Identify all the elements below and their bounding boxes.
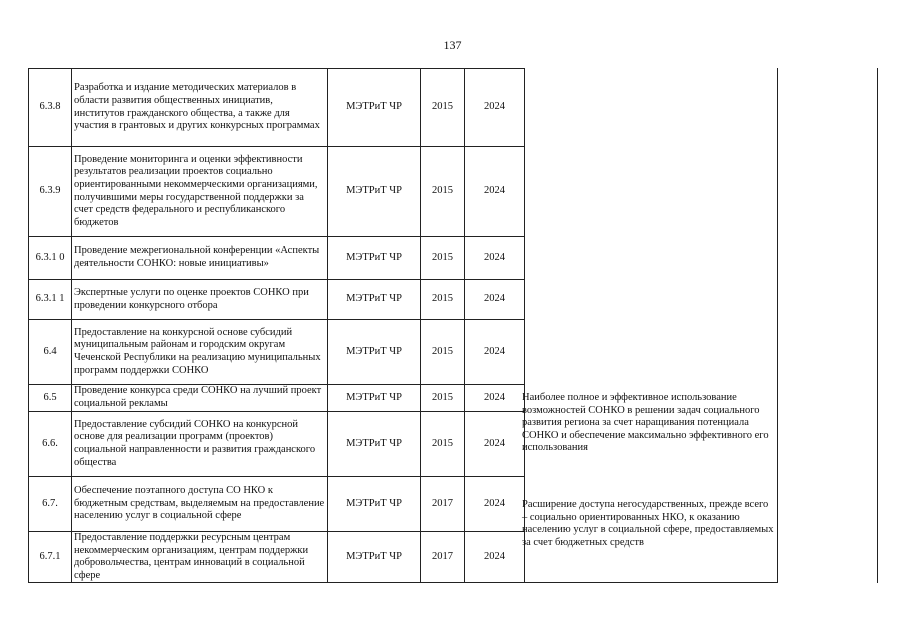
expected-result: Расширение доступа негосударственных, прежде всего – социально ориентированных НКО, к оказанию населению услуг в социальной сфере, предоставляемых за счет бюджетных средств xyxy=(522,499,774,548)
executor: МЭТРиТ ЧР xyxy=(328,385,421,412)
measure-name: Разработка и издание методических материалов в области развития общественных инициатив, институтов гражданского общества, а также для участия в грантовых и других конкурсных программах xyxy=(72,69,328,147)
table-row xyxy=(29,147,525,237)
start-year: 2017 xyxy=(421,477,465,532)
row-number: 6.5 xyxy=(29,385,72,412)
measure-name: Предоставление субсидий СОНКО на конкурсной основе для реализации программ (проектов) социальной направленности и развития гражданского общества xyxy=(72,412,328,477)
column-divider xyxy=(877,68,878,583)
measure-name: Обеспечение поэтапного доступа СО НКО к бюджетным средствам, выделяемым на предоставление населению услуг в социальной сфере xyxy=(72,477,328,532)
measure-name: Проведение межрегиональной конференции «Аспекты деятельности СОНКО: новые инициативы» xyxy=(72,237,328,280)
executor: МЭТРиТ ЧР xyxy=(328,532,421,583)
column-divider xyxy=(777,68,778,583)
end-year: 2024 xyxy=(465,280,525,320)
table-row xyxy=(29,532,525,583)
executor: МЭТРиТ ЧР xyxy=(328,412,421,477)
executor: МЭТРиТ ЧР xyxy=(328,280,421,320)
start-year: 2015 xyxy=(421,69,465,147)
end-year: 2024 xyxy=(465,147,525,237)
table-row xyxy=(29,477,525,532)
measure-name: Экспертные услуги по оценке проектов СОНКО при проведении конкурсного отбора xyxy=(72,280,328,320)
row-number: 6.4 xyxy=(29,320,72,385)
table-row xyxy=(29,412,525,477)
start-year: 2015 xyxy=(421,320,465,385)
end-year: 2024 xyxy=(465,532,525,583)
measure-name: Предоставление поддержки ресурсным центрам некоммерческим организациям, центрам поддержки добровольчества, центрам инноваций в социальной сфере xyxy=(72,532,328,583)
table-row xyxy=(29,237,525,280)
row-number: 6.7. xyxy=(29,477,72,532)
executor: МЭТРиТ ЧР xyxy=(328,237,421,280)
start-year: 2015 xyxy=(421,237,465,280)
measure-name: Проведение мониторинга и оценки эффективности результатов реализации проектов социально ориентированными некоммерческими организациями, получившими меры государственной поддержки за счет средств федерального и республиканского бюджетов xyxy=(72,147,328,237)
executor: МЭТРиТ ЧР xyxy=(328,477,421,532)
start-year: 2015 xyxy=(421,385,465,412)
start-year: 2015 xyxy=(421,147,465,237)
expected-result: Наиболее полное и эффективное использование возможностей СОНКО в решении задач социального развития региона за счет наращивания потенциала СОНКО и обеспечение максимально эффективного его использования xyxy=(522,392,769,454)
executor: МЭТРиТ ЧР xyxy=(328,69,421,147)
start-year: 2015 xyxy=(421,412,465,477)
end-year: 2024 xyxy=(465,477,525,532)
row-number: 6.3.1 1 xyxy=(29,280,72,320)
page-number: 137 xyxy=(443,38,462,52)
measure-name: Проведение конкурса среди СОНКО на лучший проект социальной рекламы xyxy=(72,385,328,412)
row-number: 6.3.1 0 xyxy=(29,237,72,280)
row-number: 6.6. xyxy=(29,412,72,477)
table-row xyxy=(29,385,525,412)
table-bottom-rule xyxy=(518,582,778,583)
executor: МЭТРиТ ЧР xyxy=(328,147,421,237)
table-row xyxy=(29,280,525,320)
end-year: 2024 xyxy=(465,237,525,280)
start-year: 2015 xyxy=(421,280,465,320)
table-row xyxy=(29,320,525,385)
measures-table xyxy=(28,68,525,583)
row-number: 6.3.8 xyxy=(29,69,72,147)
end-year: 2024 xyxy=(465,385,525,412)
executor: МЭТРиТ ЧР xyxy=(328,320,421,385)
row-number: 6.7.1 xyxy=(29,532,72,583)
measure-name: Предоставление на конкурсной основе субсидий муниципальным районам и городским округам Чеченской Республики на реализацию муниципальных программ поддержки СОНКО xyxy=(72,320,328,385)
end-year: 2024 xyxy=(465,69,525,147)
end-year: 2024 xyxy=(465,412,525,477)
start-year: 2017 xyxy=(421,532,465,583)
row-number: 6.3.9 xyxy=(29,147,72,237)
table-row xyxy=(29,69,525,147)
end-year: 2024 xyxy=(465,320,525,385)
